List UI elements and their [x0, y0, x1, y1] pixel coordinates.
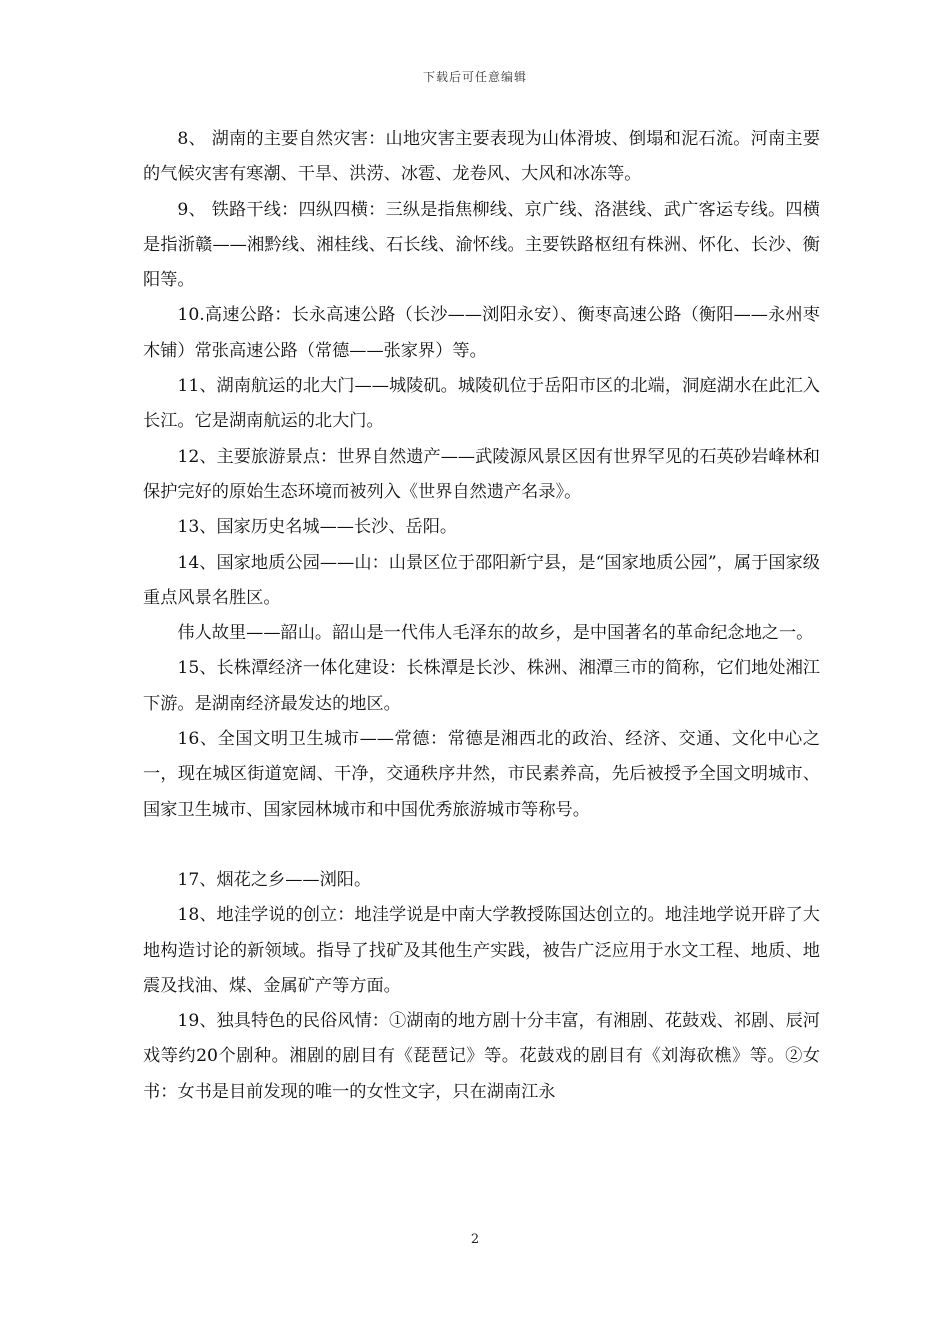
paragraph-12: 12、主要旅游景点：世界自然遗产——武陵源风景区因有世界罕见的石英砂岩峰林和保护完好的原始生态环境而被列入《世界自然遗产名录》。 — [143, 446, 820, 502]
paragraph-19: 19、独具特色的民俗风情：①湖南的地方剧十分丰富，有湘剧、花鼓戏、祁剧、辰河戏等约20个剧种。湘剧的剧目有《琵琶记》等。花鼓戏的剧目有《刘海砍樵》等。②女书：女书是目前发现的唯一的女性文字，只在湖南江永 — [143, 1011, 820, 1102]
page-header: 下载后可任意编辑 — [422, 70, 527, 84]
paragraph-shaoshan: 伟人故里——韶山。韶山是一代伟人毛泽东的故乡，是中国著名的革命纪念地之一。 — [177, 623, 814, 644]
paragraph-17: 17、烟花之乡——浏阳。 — [177, 869, 372, 890]
paragraph-9: 9、 铁路干线：四纵四横：三纵是指焦柳线、京广线、洛湛线、武广客运专线。四横是指浙赣——湘黔线、湘桂线、石长线、渝怀线。主要铁路枢纽有株洲、怀化、长沙、衡阳等。 — [143, 199, 820, 291]
paragraph-16: 16、全国文明卫生城市——常德：常德是湘西北的政治、经济、交通、文化中心之一，现在城区街道宽阔、干净，交通秩序井然，市民素养高，先后被授予全国文明城市、国家卫生城市、国家园林城市和中国优秀旅游城市等称号。 — [143, 729, 820, 820]
paragraph-8: 8、 湖南的主要自然灾害：山地灾害主要表现为山体滑坡、倒塌和泥石流。河南主要的气候灾害有寒潮、干旱、洪涝、冰雹、龙卷风、大风和冰冻等。 — [143, 129, 820, 185]
paragraph-18: 18、地洼学说的创立：地洼学说是中南大学教授陈国达创立的。地洼地学说开辟了大地构造讨论的新领域。指导了找矿及其他生产实践，被告广泛应用于水文工程、地质、地震及找油、煤、金属矿产等方面。 — [143, 905, 820, 996]
paragraph-14: 14、国家地质公园——山：山景区位于邵阳新宁县，是“国家地质公园”，属于国家级重点风景名胜区。 — [143, 552, 820, 608]
document-body — [143, 122, 820, 1110]
paragraph-15: 15、长株潭经济一体化建设：长株潭是长沙、株洲、湘潭三市的简称，它们地处湘江下游。是湖南经济最发达的地区。 — [143, 658, 820, 714]
paragraph-13: 13、国家历史名城——长沙、岳阳。 — [177, 517, 458, 538]
paragraph-10: 10.高速公路：长永高速公路（长沙——浏阳永安）、衡枣高速公路（衡阳——永州枣木铺）常张高速公路（常德——张家界）等。 — [143, 305, 820, 361]
page-number: 2 — [470, 1232, 480, 1247]
paragraph-11: 11、湖南航运的北大门——城陵矶。城陵矶位于岳阳市区的北端，洞庭湖水在此汇入长江。它是湖南航运的北大门。 — [143, 376, 820, 432]
